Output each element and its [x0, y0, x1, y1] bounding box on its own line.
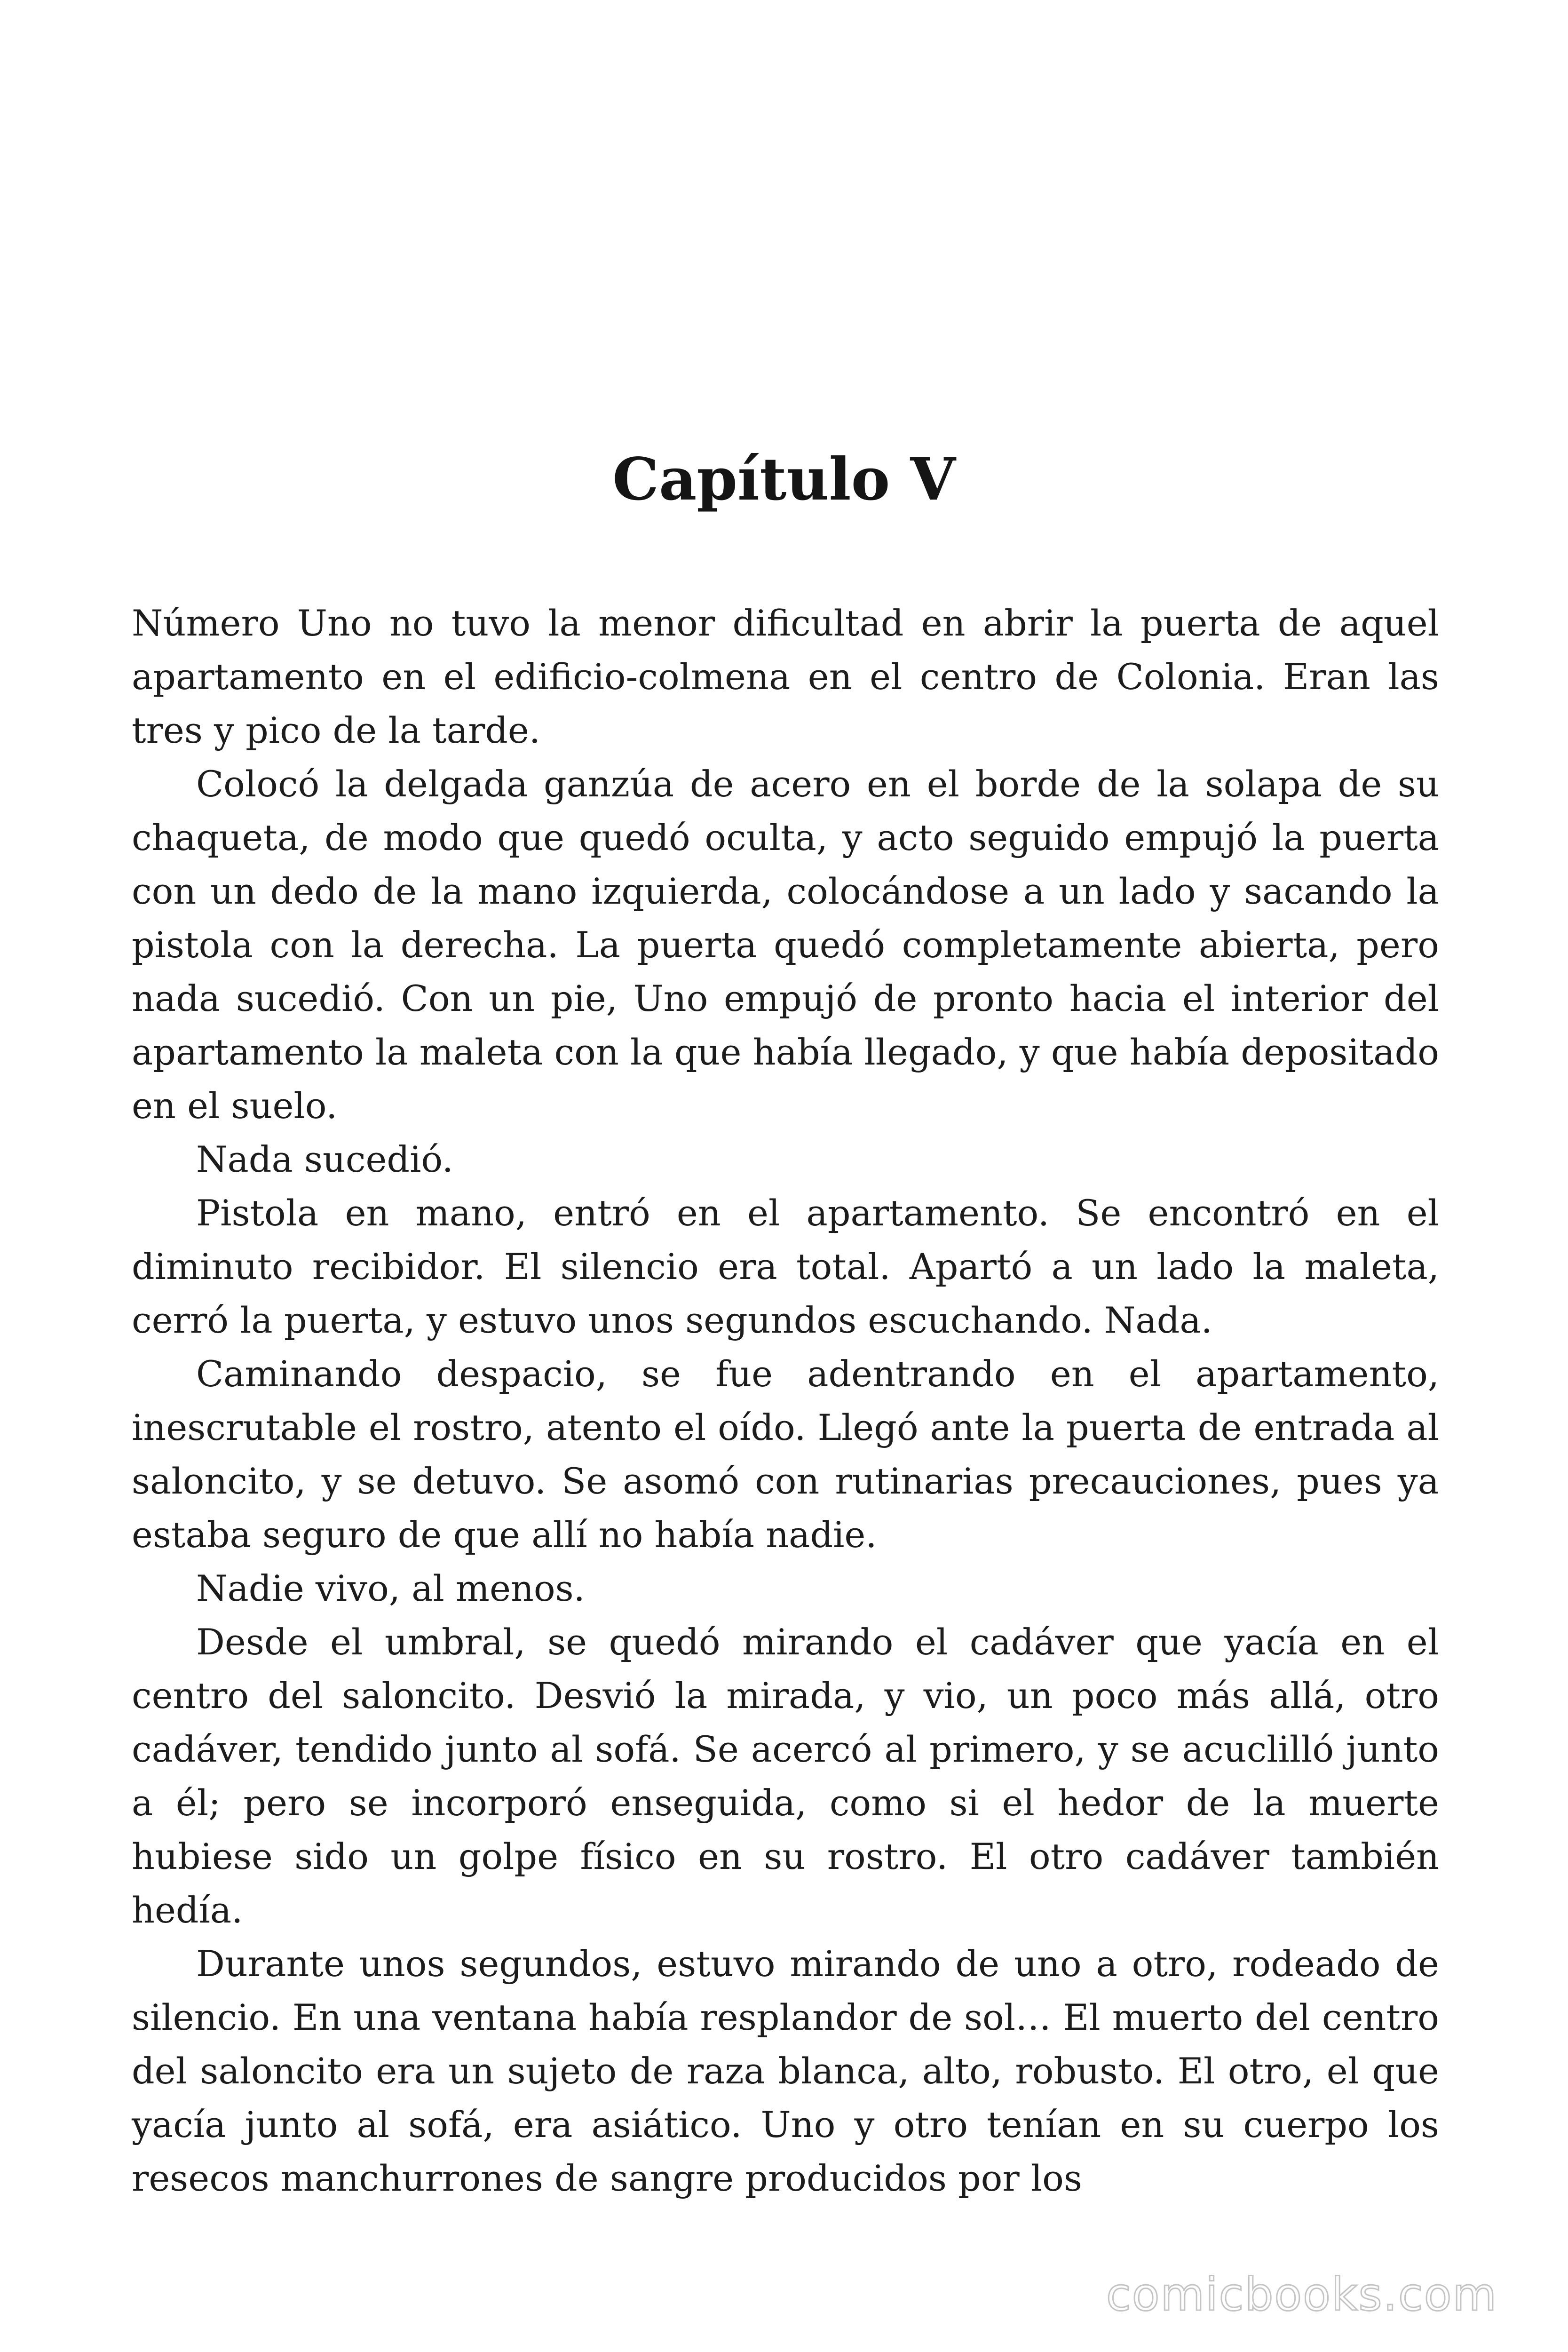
chapter-title: Capítulo V	[612, 445, 956, 514]
paragraph: Colocó la delgada ganzúa de acero en el borde de la solapa de su chaqueta, de modo que quedó oculta, y acto seguido empujó la puerta con un dedo de la mano izquierda, colocándose a un lado y sacando la pistola con la derecha. La puerta quedó completamente abierta, pero nada sucedió. Con un pie, Uno empujó de pronto hacia el interior del apartamento la maleta con la que había llegado, y que había depositado en el suelo.	[132, 763, 1439, 1127]
paragraph: Desde el umbral, se quedó mirando el cadáver que yacía en el centro del saloncito. Desvió la mirada, y vio, un poco más allá, otro cadáver, tendido junto al sofá. Se acercó al primero, y se acuclilló junto a él; pero se incorporó enseguida, como si el hedor de la muerte hubiese sido un golpe físico en su rostro. El otro cadáver también hedía.	[132, 1621, 1439, 1931]
paragraph: Número Uno no tuvo la menor dificultad en abrir la puerta de aquel apartamento en el edificio-colmena en el centro de Colonia. Eran las tres y pico de la tarde.	[132, 602, 1439, 751]
paragraph: Durante unos segundos, estuvo mirando de uno a otro, rodeado de silencio. En una ventana había resplandor de sol… El muerto del centro del saloncito era un sujeto de raza blanca, alto, robusto. El otro, el que yacía junto al sofá, era asiático. Uno y otro tenían en su cuerpo los resecos manchurrones de sangre producidos por los	[132, 1943, 1439, 2199]
paragraph: Caminando despacio, se fue adentrando en el apartamento, inescrutable el rostro, atento el oído. Llegó ante la puerta de entrada al saloncito, y se detuvo. Se asomó con rutinarias precauciones, pues ya estaba seguro de que allí no había nadie.	[132, 1353, 1439, 1556]
paragraph: Nadie vivo, al menos.	[196, 1567, 585, 1609]
paragraph: Pistola en mano, entró en el apartamento. Se encontró en el diminuto recibidor. El silencio era total. Apartó a un lado la maleta, cerró la puerta, y estuvo unos segundos escuchando. Nada.	[132, 1192, 1439, 1341]
paragraph: Nada sucedió.	[196, 1138, 453, 1180]
watermark: comicbooks.com	[1106, 2268, 1497, 2321]
chapter-body	[132, 596, 1439, 2205]
